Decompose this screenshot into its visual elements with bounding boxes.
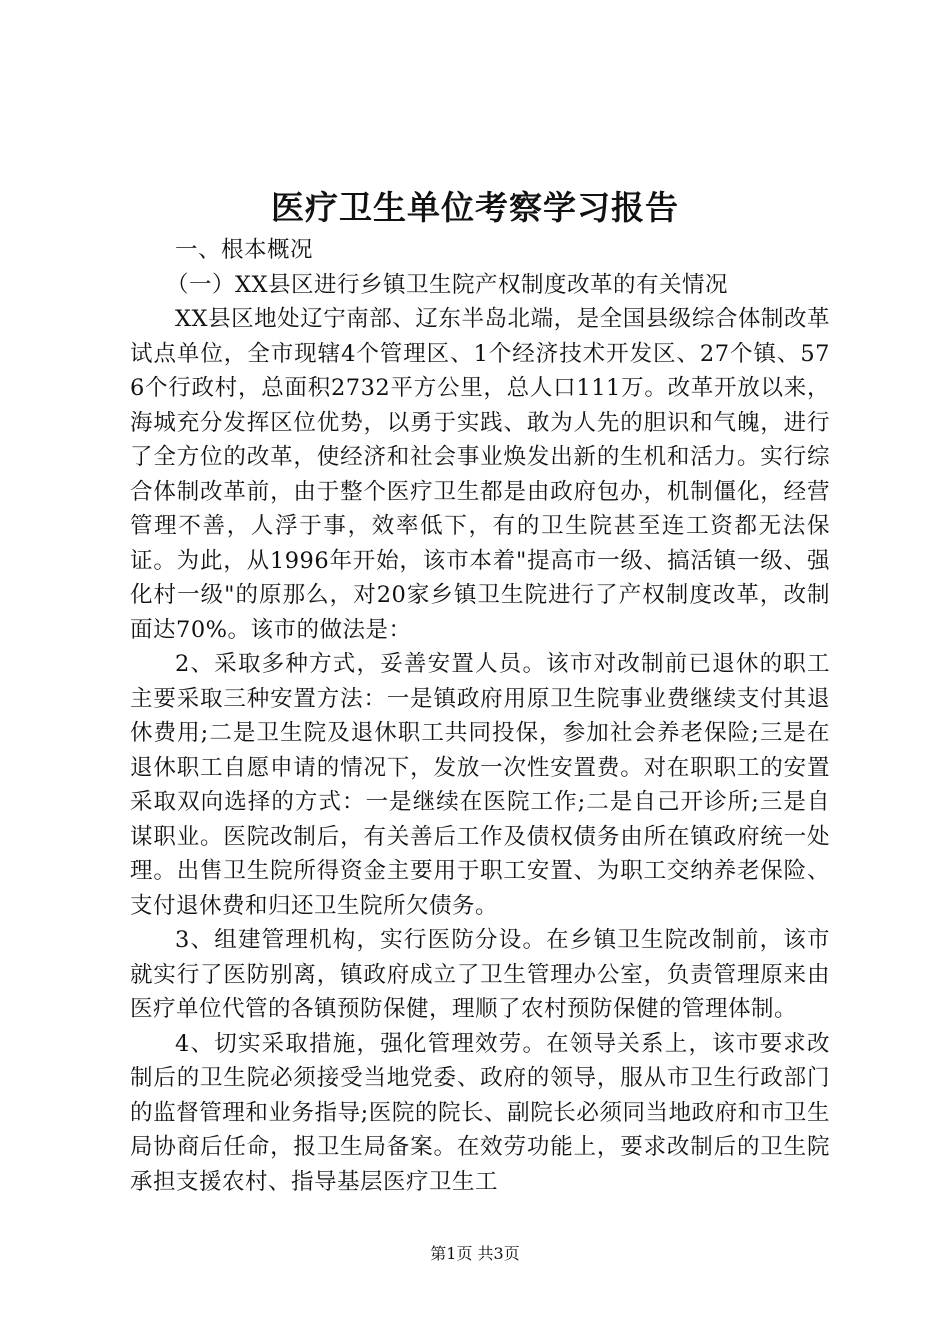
body-paragraph: 2、采取多种方式，妥善安置人员。该市对改制前已退休的职工主要采取三种安置方法：一是镇政府用原卫生院事业费继续支付其退休费用;二是卫生院及退休职工共同投保，参加社会养老保险;三是在退休职工自愿申请的情况下，发放一次性安置费。对在职职工的安置采取双向选择的方式：一是继续在医院工作;二是自己开诊所;三是自谋职业。医院改制后，有关善后工作及债权债务由所在镇政府统一处理。出售卫生院所得资金主要用于职工安置、为职工交纳养老保险、支付退休费和归还卫生院所欠债务。 bbox=[130, 651, 830, 919]
document-body bbox=[130, 233, 830, 1199]
subsection-heading: （一）XX县区进行乡镇卫生院产权制度改革的有关情况 bbox=[166, 271, 729, 298]
body-paragraph: 3、组建管理机构，实行医防分设。在乡镇卫生院改制前，该市就实行了医防别离，镇政府成立了卫生管理办公室，负责管理原来由医疗单位代管的各镇预防保健，理顺了农村预防保健的管理体制。 bbox=[130, 927, 830, 1022]
page-title: 医疗卫生单位考察学习报告 bbox=[271, 188, 679, 227]
section-heading: 一、根本概况 bbox=[175, 237, 314, 263]
body-paragraph: 4、切实采取措施，强化管理效劳。在领导关系上，该市要求改制后的卫生院必须接受当地党委、政府的领导，服从市卫生行政部门的监督管理和业务指导;医院的院长、副院长必须同当地政府和市卫生局协商后任命，报卫生局备案。在效劳功能上，要求改制后的卫生院承担支援农村、指导基层医疗卫生工 bbox=[130, 1030, 830, 1195]
page-number: 第1页 共3页 bbox=[430, 1244, 520, 1263]
body-paragraph: XX县区地处辽宁南部、辽东半岛北端，是全国县级综合体制改革试点单位，全市现辖4个管理区、1个经济技术开发区、27个镇、576个行政村，总面积2732平方公里，总人口111万。改革开放以来，海城充分发挥区位优势，以勇于实践、敢为人先的胆识和气魄，进行了全方位的改革，使经济和社会事业焕发出新的生机和活力。实行综合体制改革前，由于整个医疗卫生都是由政府包办，机制僵化，经营管理不善，人浮于事，效率低下，有的卫生院甚至连工资都无法保证。为此，从1996年开始，该市本着"提高市一级、搞活镇一级、强化村一级"的原那么，对20家乡镇卫生院进行了产权制度改革，改制面达70%。该市的做法是： bbox=[130, 306, 830, 643]
